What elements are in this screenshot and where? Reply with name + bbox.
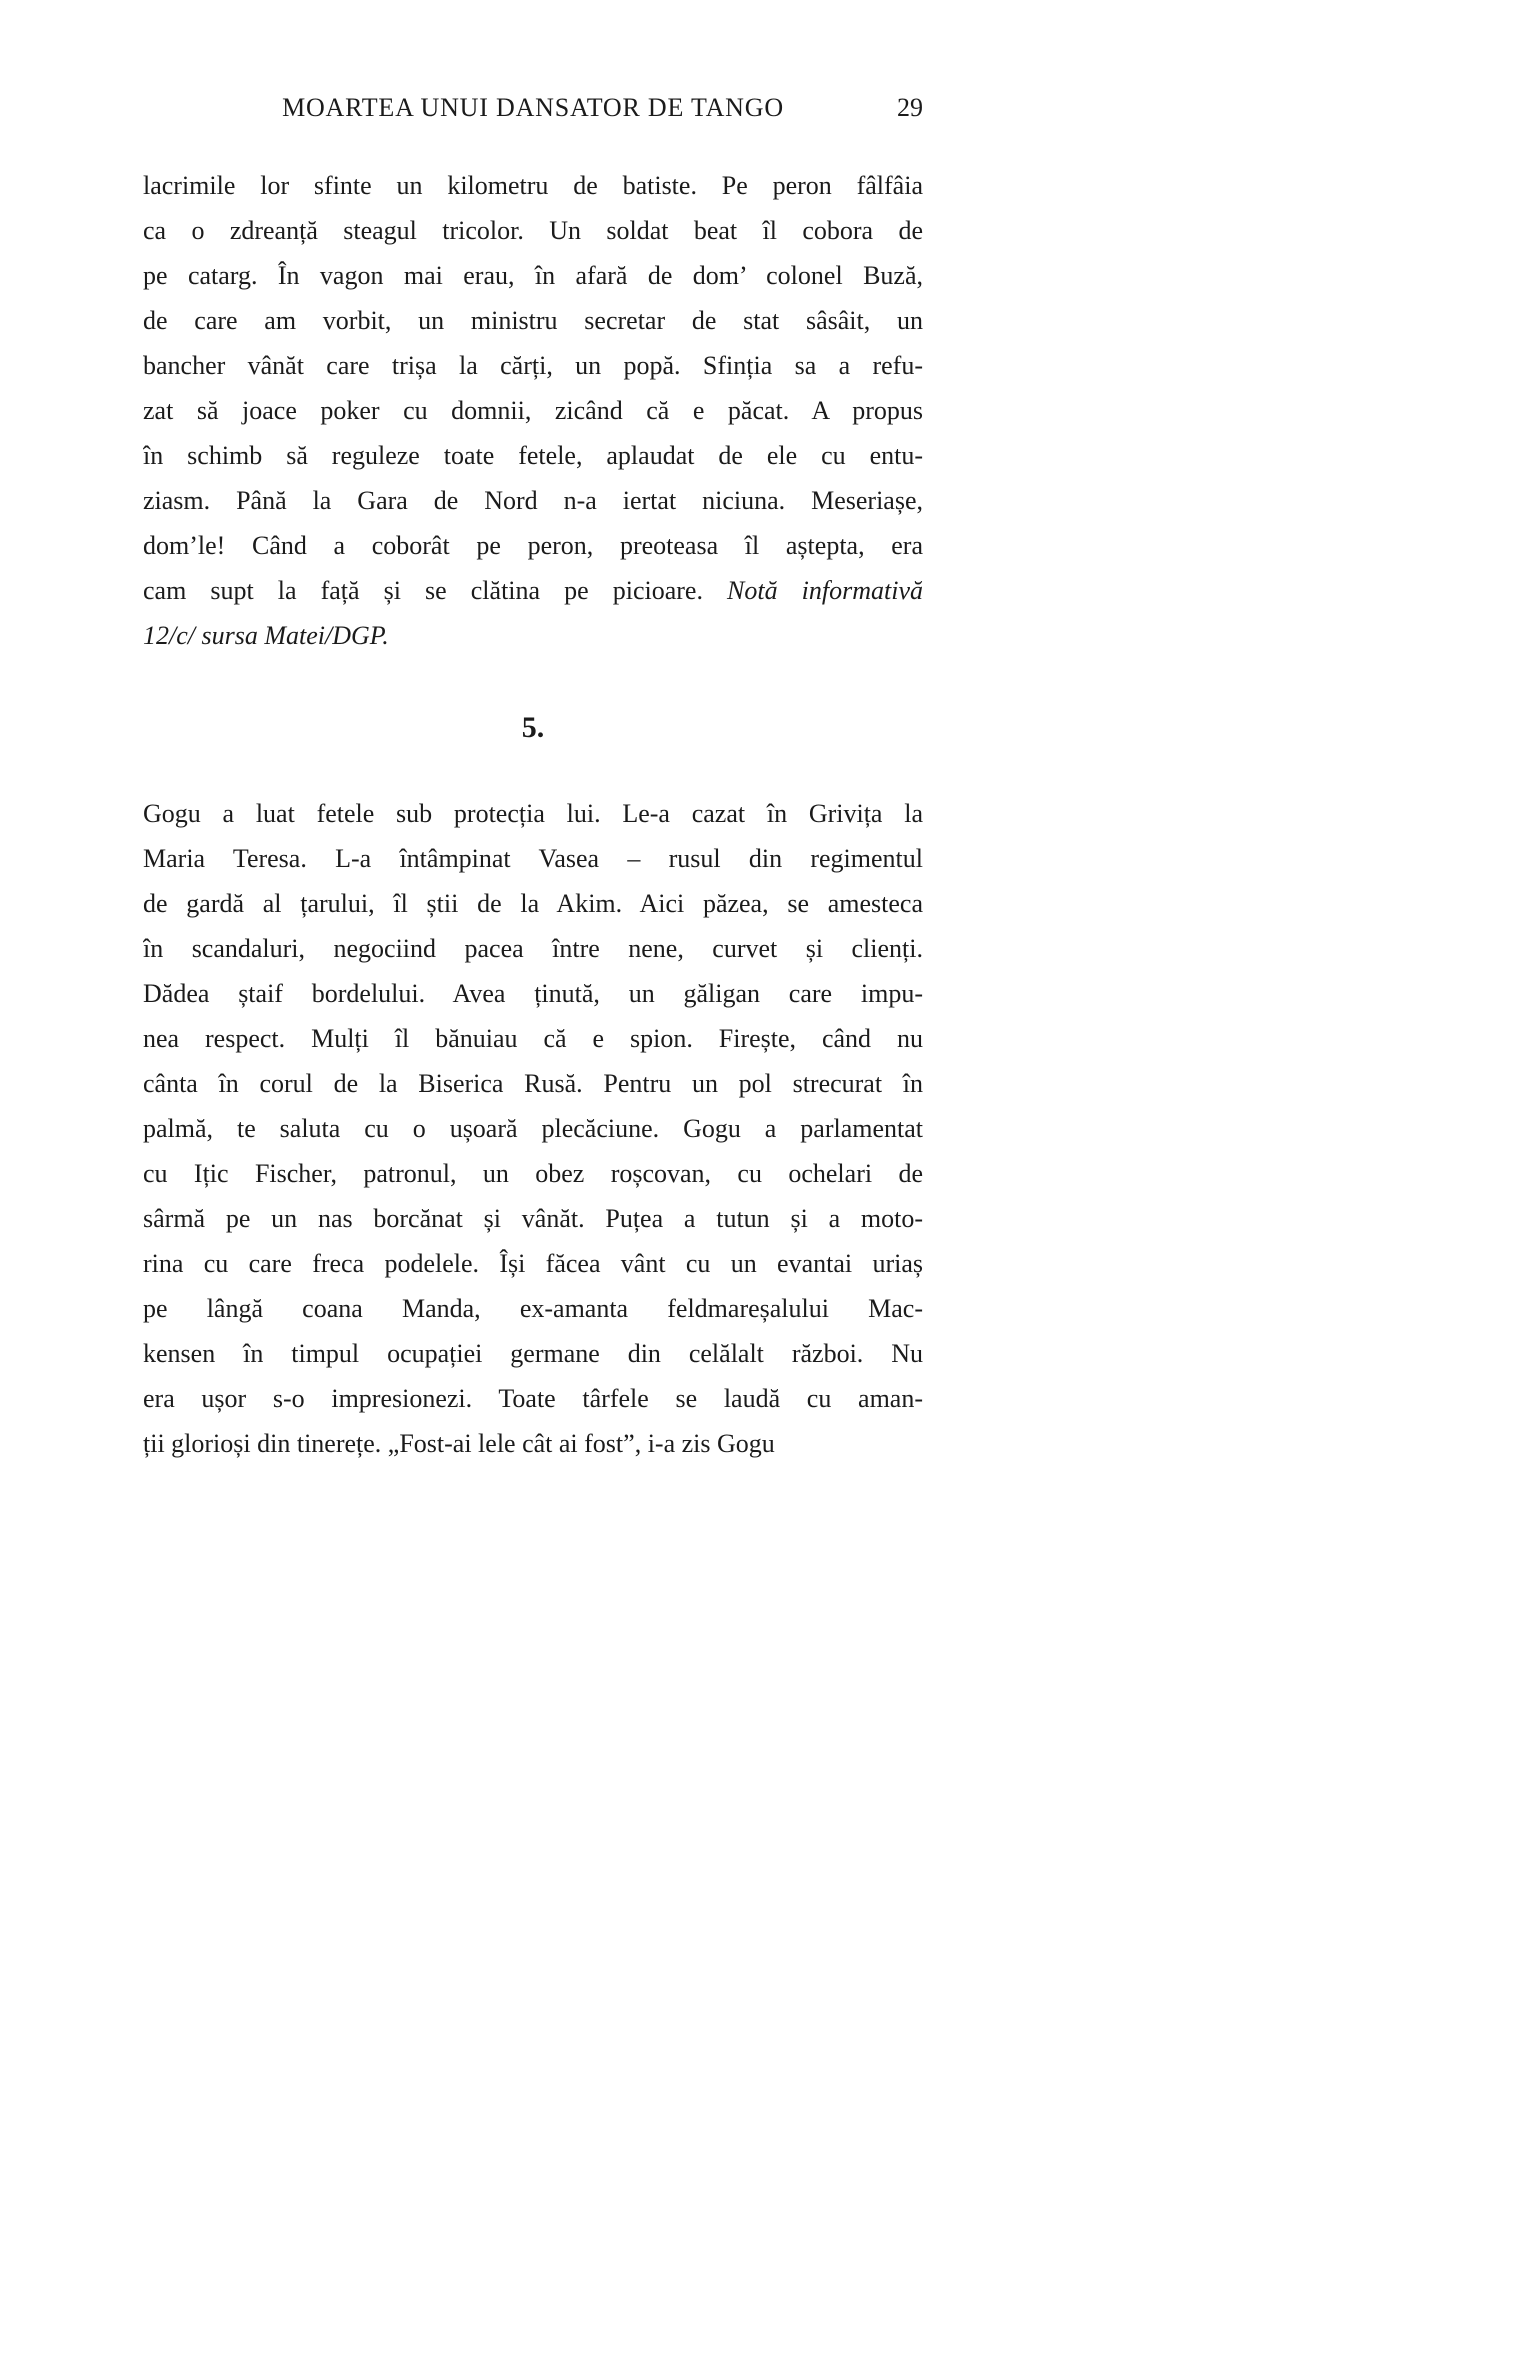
text-line: palmă, te saluta cu o ușoară plecăciune. Gogu a parlamentat <box>143 1114 923 1143</box>
section-heading: 5. <box>521 711 545 744</box>
text-line: rina cu care freca podelele. Își făcea vânt cu un evantai uriaș <box>143 1249 923 1278</box>
text-line: dom’le! Când a coborât pe peron, preoteasa îl aștepta, era <box>143 531 923 560</box>
text-line: zat să joace poker cu domnii, zicând că e păcat. A propus <box>143 396 923 425</box>
text-line: de care am vorbit, un ministru secretar de stat sâsâit, un <box>143 306 923 335</box>
text-line <box>143 613 923 658</box>
paragraph-1 <box>143 163 923 658</box>
text-block <box>143 163 923 1466</box>
text-line: nea respect. Mulți îl bănuiau că e spion. Firește, când nu <box>143 1024 923 1053</box>
page-number: 29 <box>897 93 923 122</box>
text-line: în schimb să reguleze toate fetele, aplaudat de ele cu entu- <box>143 441 923 470</box>
text-line: sârmă pe un nas borcănat și vânăt. Puțea a tutun și a moto- <box>143 1204 923 1233</box>
text-line: pe lângă coana Manda, ex-amanta feldmareșalului Mac- <box>143 1294 923 1323</box>
text-line: ca o zdreanță steagul tricolor. Un soldat beat îl cobora de <box>143 216 923 245</box>
page-header <box>143 92 923 124</box>
italic-note-segment: Notă informativă <box>727 576 923 605</box>
text-line: pe catarg. În vagon mai erau, în afară de dom’ colonel Buză, <box>143 261 923 290</box>
text-line: de gardă al țarului, îl știi de la Akim. Aici păzea, se amesteca <box>143 889 923 918</box>
text-line: în scandaluri, negociind pacea între nene, curvet și clienți. <box>143 934 923 963</box>
text-line: kensen în timpul ocupației germane din celălalt război. Nu <box>143 1339 923 1368</box>
text-line <box>143 568 923 613</box>
paragraph-2 <box>143 791 923 1466</box>
text-segment: cam supt la față și se clătina pe picioare. <box>143 576 728 605</box>
text-line: Gogu a luat fetele sub protecția lui. Le-a cazat în Grivița la <box>143 799 923 828</box>
text-line: Maria Teresa. L-a întâmpinat Vasea – rusul din regimentul <box>143 844 923 873</box>
text-line: Dădea ștaif bordelului. Avea ținută, un găligan care impu- <box>143 979 923 1008</box>
running-head-title: MOARTEA UNUI DANSATOR DE TANGO <box>282 93 784 122</box>
text-line: lacrimile lor sfinte un kilometru de batiste. Pe peron fâlfâia <box>143 171 923 200</box>
text-line: ziasm. Până la Gara de Nord n-a iertat niciuna. Meseriașe, <box>143 486 923 515</box>
text-line: bancher vânăt care trișa la cărți, un popă. Sfinția sa a refu- <box>143 351 923 380</box>
text-line: era ușor s-o impresionezi. Toate târfele se laudă cu aman- <box>143 1384 923 1413</box>
text-line: cânta în corul de la Biserica Rusă. Pentru un pol strecurat în <box>143 1069 923 1098</box>
text-line: cu Ițic Fischer, patronul, un obez roșcovan, cu ochelari de <box>143 1159 923 1188</box>
text-line: ții glorioși din tinerețe. „Fost-ai lele cât ai fost”, i-a zis Gogu <box>143 1429 775 1458</box>
italic-note-segment: 12/c/ sursa Matei/DGP. <box>143 621 389 650</box>
